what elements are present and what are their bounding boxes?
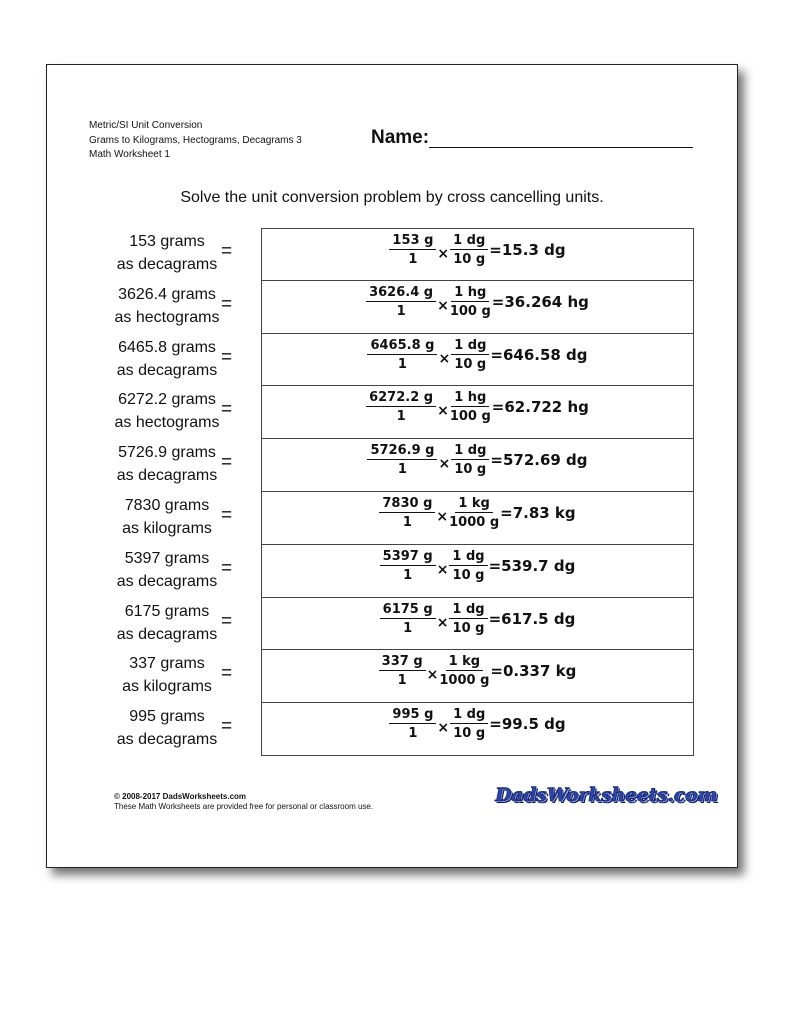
- problem-target-unit: as hectograms: [114, 414, 220, 432]
- problem-target-unit: as hectograms: [114, 308, 220, 326]
- name-label: Name:: [371, 127, 430, 148]
- problem-list: [47, 228, 737, 756]
- conversion-factor: [449, 549, 487, 583]
- answer-result: =62.722 hg: [491, 398, 589, 417]
- header-topic: Grams to Kilograms, Hectograms, Decagrams 3: [89, 134, 302, 146]
- worksheet-page: [46, 64, 738, 868]
- conversion-factor: [449, 602, 487, 636]
- answer-box: [261, 386, 694, 439]
- answer-expression: [262, 602, 693, 636]
- given-numerator: 995 g: [389, 707, 436, 724]
- worksheet-header: [89, 119, 302, 163]
- equals-sign: =: [221, 293, 233, 315]
- conversion-factor: [451, 338, 489, 372]
- answer-box: [261, 439, 694, 492]
- problem-target-unit: as kilograms: [122, 519, 212, 537]
- problem-value: 6272.2 grams: [118, 391, 216, 409]
- factor-numerator: 1 dg: [451, 443, 489, 460]
- factor-denominator: 100 g: [449, 303, 491, 319]
- answer-expression: [262, 496, 693, 530]
- factor-denominator: 10 g: [454, 356, 487, 372]
- problem-statement: [95, 600, 239, 646]
- equals-sign: =: [221, 716, 233, 738]
- given-numerator: 337 g: [379, 654, 426, 671]
- factor-denominator: 1000 g: [439, 673, 490, 689]
- problem-row: [47, 545, 737, 598]
- problem-value: 337 grams: [129, 655, 205, 673]
- answer-box: [261, 598, 694, 651]
- answer-box: [261, 334, 694, 387]
- answer-box: [261, 228, 694, 281]
- problem-statement: [95, 494, 239, 540]
- given-denominator: 1: [397, 462, 407, 478]
- problem-row: [47, 703, 737, 756]
- problem-statement: [95, 388, 239, 434]
- problem-target-unit: as decagrams: [116, 625, 218, 643]
- problem-statement: [95, 230, 239, 276]
- problem-value: 6175 grams: [124, 602, 210, 620]
- problem-target-unit: as decagrams: [116, 361, 218, 379]
- factor-numerator: 1 hg: [451, 390, 489, 407]
- answer-result: =646.58 dg: [490, 345, 588, 364]
- problem-row: [47, 334, 737, 387]
- factor-numerator: 1 kg: [446, 654, 484, 671]
- conversion-factor: [450, 233, 488, 267]
- conversion-factor: [449, 496, 499, 530]
- factor-numerator: 1 dg: [451, 338, 489, 355]
- answer-result: =15.3 dg: [489, 241, 566, 259]
- problem-value: 3626.4 grams: [118, 285, 216, 303]
- answer-expression: [262, 233, 693, 267]
- factor-numerator: 1 dg: [450, 707, 488, 724]
- given-denominator: 1: [402, 514, 412, 530]
- given-denominator: 1: [396, 303, 406, 319]
- answer-box: [261, 650, 694, 703]
- conversion-factor: [450, 390, 491, 424]
- given-fraction: [367, 338, 437, 372]
- factor-denominator: 10 g: [454, 462, 487, 478]
- given-numerator: 6465.8 g: [367, 338, 437, 355]
- given-fraction: [389, 233, 436, 267]
- answer-result: =539.7 dg: [488, 556, 576, 575]
- factor-denominator: 10 g: [453, 252, 486, 267]
- factor-denominator: 1000 g: [449, 514, 500, 530]
- problem-row: [47, 386, 737, 439]
- answer-expression: [262, 390, 693, 424]
- multiply-sign: ×: [438, 456, 451, 473]
- answer-box: [261, 492, 694, 545]
- header-worksheet-number: Math Worksheet 1: [89, 149, 170, 160]
- given-numerator: 7830 g: [379, 496, 435, 513]
- equals-sign: =: [221, 663, 233, 685]
- multiply-sign: ×: [436, 561, 449, 578]
- answer-expression: [262, 654, 693, 688]
- equals-sign: =: [221, 399, 233, 421]
- given-fraction: [366, 285, 436, 319]
- conversion-factor: [450, 707, 488, 741]
- given-fraction: [389, 707, 436, 741]
- given-denominator: 1: [397, 673, 407, 689]
- multiply-sign: ×: [437, 403, 449, 420]
- answer-result: =36.264 hg: [491, 292, 589, 311]
- footer-copyright: © 2008-2017 DadsWorksheets.com: [114, 792, 247, 801]
- answer-result: =617.5 dg: [488, 609, 576, 628]
- given-fraction: [367, 443, 437, 477]
- answer-result: =0.337 kg: [490, 662, 577, 681]
- problem-row: [47, 650, 737, 703]
- instructions: Solve the unit conversion problem by cross cancelling units.: [180, 189, 604, 206]
- given-denominator: 1: [408, 252, 418, 267]
- given-numerator: 5397 g: [380, 549, 436, 566]
- footer-note: These Math Worksheets are provided free for personal or classroom use.: [114, 802, 374, 811]
- answer-expression: [262, 443, 693, 477]
- given-numerator: 3626.4 g: [366, 285, 436, 302]
- problem-target-unit: as decagrams: [116, 731, 218, 749]
- conversion-factor: [451, 443, 489, 477]
- problem-target-unit: as decagrams: [116, 256, 218, 273]
- factor-numerator: 1 dg: [450, 233, 488, 250]
- answer-box: [261, 545, 694, 598]
- multiply-sign: ×: [436, 508, 449, 525]
- problem-target-unit: as kilograms: [122, 678, 212, 696]
- problem-statement: [95, 441, 239, 487]
- problem-statement: [95, 705, 239, 751]
- problem-value: 5397 grams: [124, 549, 210, 567]
- multiply-sign: ×: [436, 614, 449, 631]
- answer-expression: [262, 338, 693, 372]
- answer-result: =572.69 dg: [490, 451, 588, 470]
- given-denominator: 1: [403, 620, 413, 636]
- equals-sign: =: [221, 557, 233, 579]
- answer-expression: [262, 285, 693, 319]
- given-denominator: 1: [397, 356, 407, 372]
- answer-expression: [262, 549, 693, 583]
- problem-value: 153 grams: [129, 233, 205, 250]
- problem-target-unit: as decagrams: [116, 467, 218, 485]
- answer-box: [261, 703, 694, 756]
- factor-numerator: 1 kg: [455, 496, 493, 513]
- given-fraction: [380, 602, 436, 636]
- name-line: [429, 147, 693, 148]
- answer-box: [261, 281, 694, 334]
- problem-statement: [95, 652, 239, 698]
- given-fraction: [380, 549, 436, 583]
- problem-value: 6465.8 grams: [118, 338, 216, 356]
- given-numerator: 153 g: [389, 233, 436, 250]
- problem-statement: [95, 283, 239, 329]
- given-fraction: [366, 390, 436, 424]
- factor-denominator: 100 g: [449, 409, 491, 425]
- given-denominator: 1: [396, 409, 406, 425]
- factor-numerator: 1 dg: [449, 602, 487, 619]
- problem-row: [47, 439, 737, 492]
- answer-result: =7.83 kg: [500, 503, 576, 522]
- site-logo: DadsWorksheets.com: [495, 784, 718, 806]
- conversion-factor: [439, 654, 489, 688]
- given-numerator: 6175 g: [380, 602, 436, 619]
- answer-expression: [262, 707, 693, 741]
- header-subject: Metric/SI Unit Conversion: [89, 120, 203, 131]
- multiply-sign: ×: [437, 297, 449, 314]
- factor-denominator: 10 g: [452, 567, 485, 583]
- conversion-factor: [450, 285, 491, 319]
- problem-value: 5726.9 grams: [118, 444, 216, 462]
- factor-numerator: 1 hg: [451, 285, 489, 302]
- footer: [114, 792, 373, 812]
- multiply-sign: ×: [426, 667, 439, 684]
- equals-sign: =: [221, 504, 233, 526]
- given-fraction: [379, 654, 426, 688]
- given-fraction: [379, 496, 435, 530]
- problem-statement: [95, 547, 239, 593]
- multiply-sign: ×: [438, 350, 451, 367]
- problem-row: [47, 598, 737, 651]
- problem-statement: [95, 336, 239, 382]
- given-numerator: 5726.9 g: [367, 443, 437, 460]
- problem-value: 995 grams: [129, 708, 205, 726]
- given-denominator: 1: [403, 567, 413, 583]
- multiply-sign: ×: [437, 246, 450, 262]
- given-numerator: 6272.2 g: [366, 390, 436, 407]
- equals-sign: =: [221, 452, 233, 474]
- equals-sign: =: [221, 346, 233, 368]
- problem-value: 7830 grams: [124, 496, 210, 514]
- problem-row: [47, 281, 737, 334]
- factor-denominator: 10 g: [453, 726, 486, 742]
- multiply-sign: ×: [437, 720, 450, 737]
- answer-result: =99.5 dg: [489, 715, 566, 734]
- problem-row: [47, 492, 737, 545]
- problem-target-unit: as decagrams: [116, 572, 218, 590]
- factor-numerator: 1 dg: [449, 549, 487, 566]
- factor-denominator: 10 g: [452, 620, 485, 636]
- problem-row: [47, 228, 737, 281]
- equals-sign: =: [221, 610, 233, 632]
- given-denominator: 1: [408, 726, 418, 742]
- equals-sign: =: [221, 241, 233, 262]
